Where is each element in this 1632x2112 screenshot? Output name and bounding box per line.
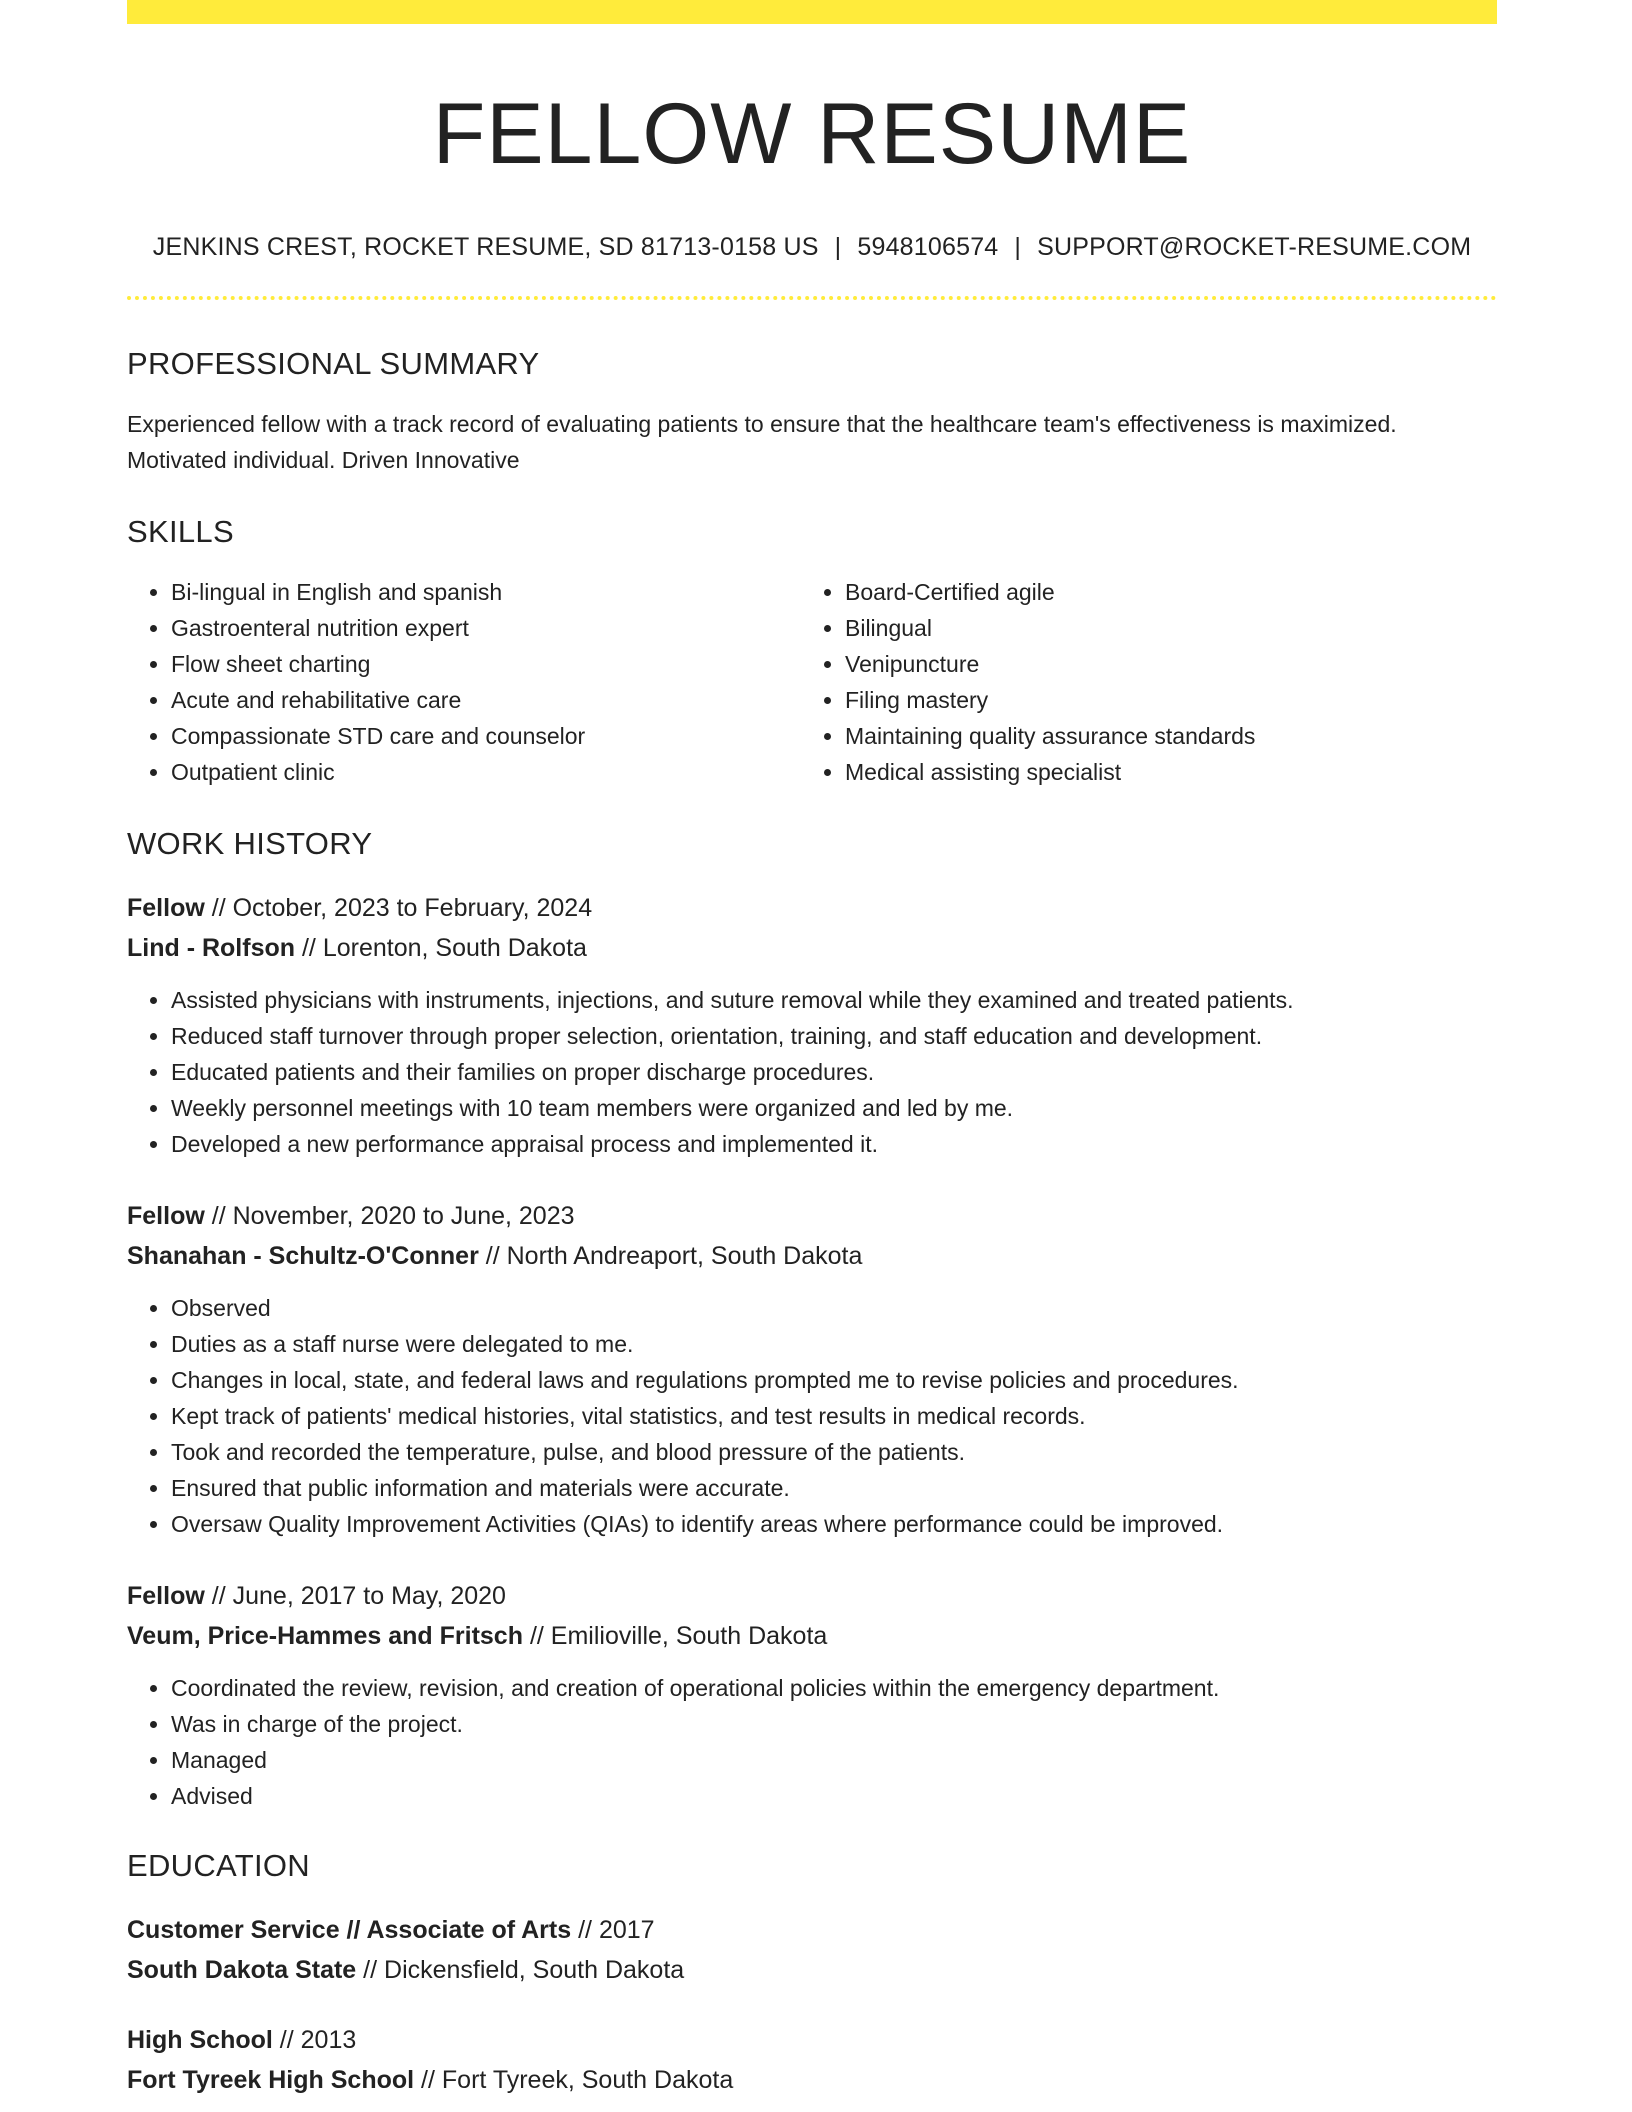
job-divider: //	[301, 934, 316, 962]
job-bullet: • Was in charge of the project.	[171, 1706, 1497, 1742]
job-company: Veum, Price-Hammes and Fritsch	[127, 1622, 523, 1650]
job-role-line	[127, 1196, 1497, 1236]
job-company-line	[127, 928, 1497, 968]
job-bullet: • Ensured that public information and materials were accurate.	[171, 1470, 1497, 1506]
contact-address: JENKINS CREST, ROCKET RESUME, SD 81713-0158 US	[152, 233, 819, 261]
skill-item: • Maintaining quality assurance standards	[845, 718, 1485, 754]
education-divider: //	[578, 1916, 592, 1944]
skills-heading: SKILLS	[127, 514, 234, 549]
job-bullet: • Changes in local, state, and federal laws and regulations prompted me to revise policies and procedures.	[171, 1362, 1497, 1398]
job-entry	[127, 888, 1497, 1162]
education-divider: //	[279, 2026, 294, 2054]
education-divider: //	[421, 2066, 435, 2094]
education-heading: EDUCATION	[127, 1848, 310, 1883]
job-role-line	[127, 888, 1497, 928]
job-divider: //	[211, 1582, 226, 1610]
job-bullet: • Coordinated the review, revision, and creation of operational policies within the emergency department.	[171, 1670, 1497, 1706]
header-divider	[127, 296, 1497, 300]
skills-list	[127, 574, 1497, 790]
education-divider: //	[363, 1956, 378, 1984]
job-role: Fellow	[127, 1202, 205, 1230]
job-bullets	[127, 1670, 1497, 1814]
job-location: North Andreaport, South Dakota	[506, 1242, 863, 1270]
skills-column-left	[127, 574, 801, 790]
skill-item: • Gastroenteral nutrition expert	[171, 610, 801, 646]
education-school-line	[127, 1950, 1497, 1990]
education-degree: Customer Service // Associate of Arts	[127, 1916, 572, 1944]
job-company: Shanahan - Schultz-O'Conner	[127, 1242, 479, 1270]
job-bullet: • Observed	[171, 1290, 1497, 1326]
job-divider: //	[211, 894, 226, 922]
job-bullet: • Developed a new performance appraisal process and implemented it.	[171, 1126, 1497, 1162]
job-location: Emilioville, South Dakota	[550, 1622, 828, 1650]
job-divider: //	[485, 1242, 500, 1270]
job-location: Lorenton, South Dakota	[322, 934, 587, 962]
education-location: Dickensfield, South Dakota	[384, 1956, 685, 1984]
skill-item: • Compassionate STD care and counselor	[171, 718, 801, 754]
education-location: Fort Tyreek, South Dakota	[441, 2066, 734, 2094]
job-role-line	[127, 1576, 1497, 1616]
education-degree: High School	[127, 2026, 273, 2054]
education-school-line	[127, 2060, 1497, 2100]
job-bullet: • Kept track of patients' medical histories, vital statistics, and test results in medical records.	[171, 1398, 1497, 1434]
job-company-line	[127, 1616, 1497, 1656]
accent-top-bar	[127, 0, 1497, 24]
job-divider: //	[211, 1202, 226, 1230]
job-entry	[127, 1576, 1497, 1814]
skill-item: • Board-Certified agile	[845, 574, 1485, 610]
job-bullet: • Assisted physicians with instruments, injections, and suture removal while they examined and treated patients.	[171, 982, 1497, 1018]
education-degree-line	[127, 1910, 1497, 1950]
job-divider: //	[529, 1622, 544, 1650]
contact-phone: 5948106574	[857, 233, 999, 261]
education-degree-line	[127, 2020, 1497, 2060]
skill-item: • Bi-lingual in English and spanish	[171, 574, 801, 610]
summary-text: Experienced fellow with a track record of evaluating patients to ensure that the healthcare team's effectiveness is maximized. Motivated individual. Driven Innovative	[127, 411, 1397, 473]
contact-line	[127, 232, 1497, 262]
job-dates: June, 2017 to May, 2020	[232, 1582, 506, 1610]
job-bullets	[127, 982, 1497, 1162]
skill-item: • Medical assisting specialist	[845, 754, 1485, 790]
skill-item: • Venipuncture	[845, 646, 1485, 682]
education-year: 2017	[598, 1916, 655, 1944]
job-dates: November, 2020 to June, 2023	[232, 1202, 575, 1230]
job-bullet: • Oversaw Quality Improvement Activities (QIAs) to identify areas where performance could be improved.	[171, 1506, 1497, 1542]
skill-item: • Acute and rehabilitative care	[171, 682, 801, 718]
job-bullets	[127, 1290, 1497, 1542]
job-bullet: • Duties as a staff nurse were delegated to me.	[171, 1326, 1497, 1362]
job-bullet: • Reduced staff turnover through proper selection, orientation, training, and staff education and development.	[171, 1018, 1497, 1054]
job-bullet: • Educated patients and their families on proper discharge procedures.	[171, 1054, 1497, 1090]
education-entry	[127, 1910, 1497, 1990]
job-bullet: • Advised	[171, 1778, 1497, 1814]
work-history-heading: WORK HISTORY	[127, 826, 373, 861]
job-role: Fellow	[127, 894, 205, 922]
skill-item: • Outpatient clinic	[171, 754, 801, 790]
job-role: Fellow	[127, 1582, 205, 1610]
job-bullet: • Weekly personnel meetings with 10 team members were organized and led by me.	[171, 1090, 1497, 1126]
summary-heading: PROFESSIONAL SUMMARY	[127, 346, 540, 381]
education-year: 2013	[300, 2026, 357, 2054]
job-bullet: • Managed	[171, 1742, 1497, 1778]
skill-item: • Filing mastery	[845, 682, 1485, 718]
education-school: South Dakota State	[127, 1956, 357, 1984]
contact-email: SUPPORT@ROCKET-RESUME.COM	[1037, 233, 1472, 261]
resume-page	[127, 0, 1497, 2100]
job-company-line	[127, 1236, 1497, 1276]
job-company: Lind - Rolfson	[127, 934, 296, 962]
job-bullet: • Took and recorded the temperature, pulse, and blood pressure of the patients.	[171, 1434, 1497, 1470]
skill-item: • Flow sheet charting	[171, 646, 801, 682]
contact-separator: |	[834, 233, 842, 261]
skill-item: • Bilingual	[845, 610, 1485, 646]
job-entry	[127, 1196, 1497, 1542]
education-school: Fort Tyreek High School	[127, 2066, 415, 2094]
skills-column-right	[801, 574, 1485, 790]
contact-separator: |	[1014, 233, 1022, 261]
education-entry	[127, 2020, 1497, 2100]
resume-name: FELLOW RESUME	[432, 86, 1192, 182]
job-dates: October, 2023 to February, 2024	[232, 894, 593, 922]
